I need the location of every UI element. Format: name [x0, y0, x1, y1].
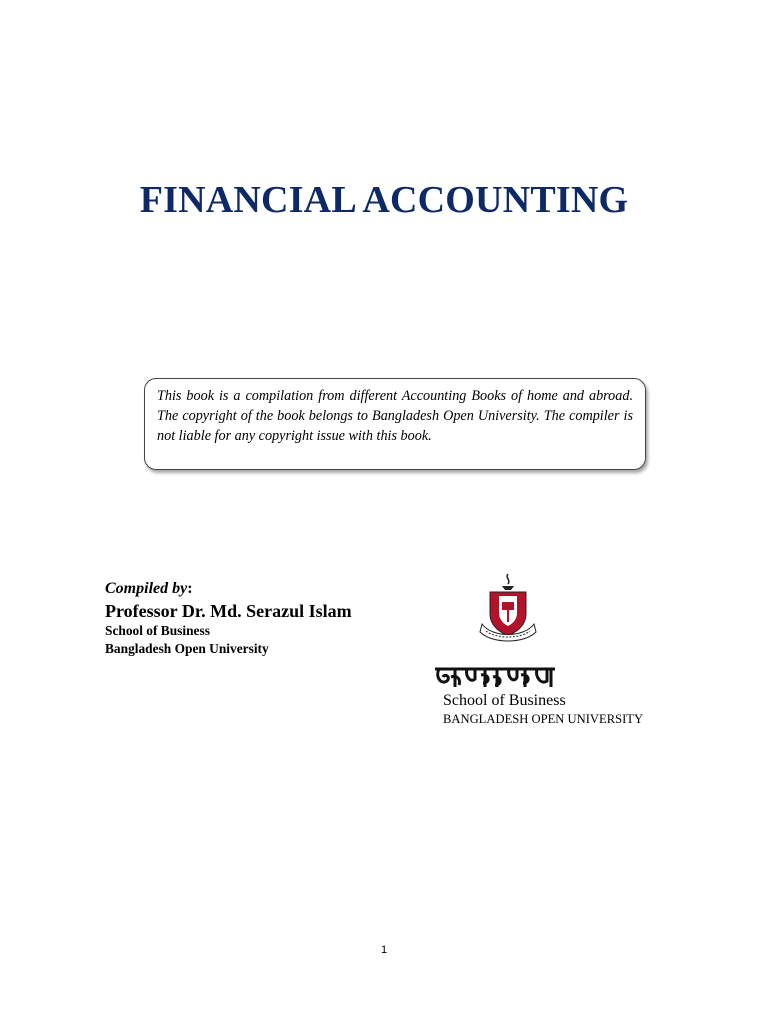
logo-university-name: BANGLADESH OPEN UNIVERSITY — [443, 712, 644, 726]
compiler-department: School of Business — [105, 623, 210, 638]
compiler-university: Bangladesh Open University — [105, 641, 269, 656]
page-title: FINANCIAL ACCOUNTING — [139, 179, 629, 221]
university-logo — [478, 572, 538, 644]
bengali-wordmark — [431, 663, 559, 691]
compiler-block — [105, 579, 352, 658]
logo-school-name: School of Business — [443, 692, 566, 709]
compiled-by-label — [105, 579, 352, 599]
page-number: 1 — [380, 944, 388, 956]
copyright-notice-text: This book is a compilation from different Accounting Books of home and abroad. The copyright of the book belongs to Bangladesh Open University. The compiler is not liable for any copyright issue with this book. — [157, 388, 633, 444]
compiler-name: Professor Dr. Md. Serazul Islam — [105, 601, 352, 621]
compiled-by-colon: : — [187, 580, 193, 597]
copyright-notice-box — [144, 378, 646, 470]
compiled-by-text: Compiled by — [105, 580, 188, 597]
